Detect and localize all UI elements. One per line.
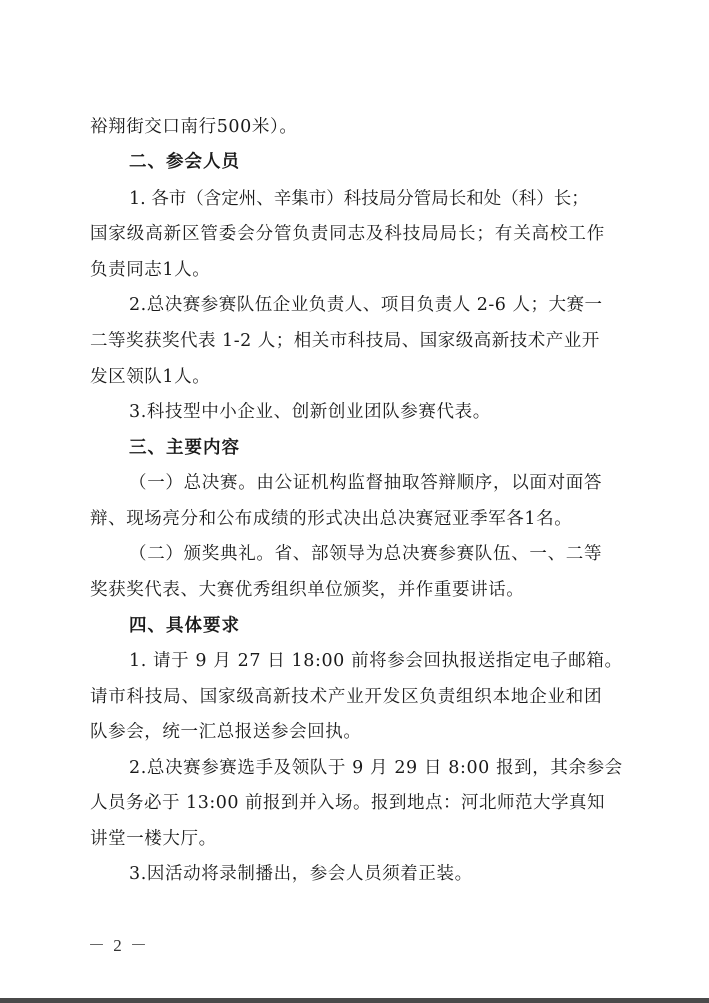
body-line: 裕翔街交口南行500米）。 — [90, 117, 298, 137]
body-line: 队参会，统一汇总报送参会回执。 — [90, 722, 362, 742]
body-line: （一）总决赛。由公证机构监督抽取答辩顺序，以面对面答 — [129, 473, 603, 493]
body-line: 奖获奖代表、大赛优秀组织单位颁奖，并作重要讲话。 — [90, 580, 525, 600]
body-line: 国家级高新区管委会分管负责同志及科技局局长；有关高校工作 — [90, 224, 606, 244]
body-line: 人员务必于 13:00 前报到并入场。报到地点：河北师范大学真知 — [90, 793, 606, 813]
body-line: 3.因活动将录制播出，参会人员须着正装。 — [129, 864, 473, 884]
body-line: 2.总决赛参赛选手及领队于 9 月 29 日 8:00 报到，其余参会 — [129, 758, 623, 778]
body-line: 负责同志1人。 — [90, 260, 211, 280]
body-line: 请市科技局、国家级高新技术产业开发区负责组织本地企业和团 — [90, 687, 603, 707]
body-line: 发区领队1人。 — [90, 367, 211, 387]
section-heading-main-content: 三、主要内容 — [129, 438, 240, 458]
body-line: （二）颁奖典礼。省、部领导为总决赛参赛队伍、一、二等 — [129, 544, 603, 564]
body-line: 3.科技型中小企业、创新创业团队参赛代表。 — [129, 402, 491, 422]
body-line-text: 1. 各市（含定州、辛集市）科技局分管局长和处（科）长； — [129, 189, 589, 209]
body-line — [129, 188, 630, 210]
bottom-edge-rule — [0, 998, 709, 1003]
body-line: 辩、现场亮分和公布成绩的形式决出总决赛冠亚季军各1名。 — [90, 509, 573, 529]
section-heading-requirements: 四、具体要求 — [129, 616, 240, 636]
section-heading-attendees: 二、参会人员 — [129, 152, 240, 172]
body-line: 2.总决赛参赛队伍企业负责人、项目负责人 2-6 人；大赛一 — [129, 295, 603, 315]
body-line: 1. 请于 9 月 27 日 18:00 前将参会回执报送指定电子邮箱。 — [129, 651, 623, 671]
body-line: 讲堂一楼大厅。 — [90, 829, 217, 849]
body-line: 二等奖获奖代表 1-2 人；相关市科技局、国家级高新技术产业开 — [90, 331, 600, 351]
page-number: － 2 － — [88, 936, 149, 955]
